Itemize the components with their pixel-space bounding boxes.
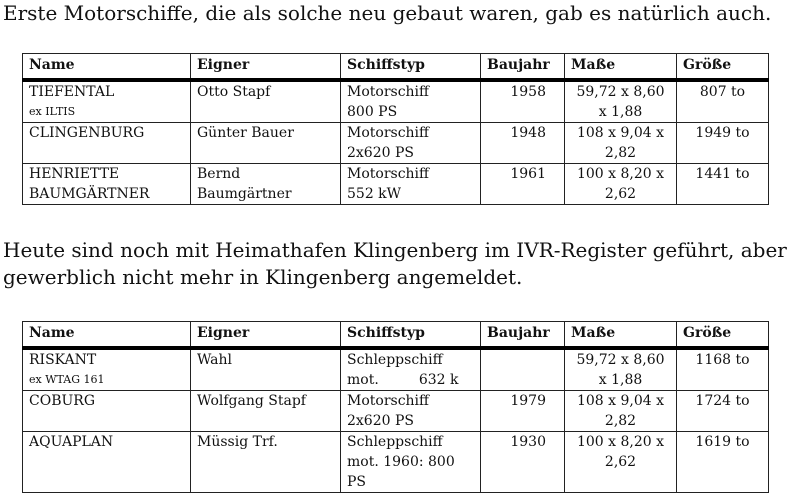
ship-table-1 <box>22 53 769 205</box>
table-row <box>23 164 769 205</box>
second-paragraph-line-2: gewerblich nicht mehr in Klingenberg angemeldet. <box>3 265 523 289</box>
cell-owner: Müssig Trf. <box>191 432 341 493</box>
cell-year: 1930 <box>481 432 565 493</box>
cell-owner: Wolfgang Stapf <box>191 391 341 432</box>
cell-name: AQUAPLAN <box>23 432 191 493</box>
header-type: Schiffstyp <box>341 322 481 349</box>
table-row <box>23 348 769 391</box>
intro-paragraph: Erste Motorschiffe, die als solche neu gebaut waren, gab es natürlich auch. <box>3 1 772 25</box>
cell-owner: Günter Bauer <box>191 123 341 164</box>
header-year: Baujahr <box>481 322 565 349</box>
header-dimensions: Maße <box>565 54 677 81</box>
cell-name: TIEFENTAL ex ILTIS <box>23 80 191 123</box>
cell-dimensions: 108 x 9,04 x 2,82 <box>565 391 677 432</box>
cell-size: 1619 to <box>677 432 769 493</box>
table-row <box>23 432 769 493</box>
header-size: Größe <box>677 322 769 349</box>
cell-name: COBURG <box>23 391 191 432</box>
table-header-row <box>23 322 769 349</box>
cell-size: 1441 to <box>677 164 769 205</box>
cell-type: Schleppschiff mot. 632 k <box>341 348 481 391</box>
cell-name: CLINGENBURG <box>23 123 191 164</box>
table-row <box>23 123 769 164</box>
cell-name: RISKANT ex WTAG 161 <box>23 348 191 391</box>
cell-type: Motorschiff 2x620 PS <box>341 123 481 164</box>
cell-owner: Wahl <box>191 348 341 391</box>
header-type: Schiffstyp <box>341 54 481 81</box>
cell-dimensions: 59,72 x 8,60 x 1,88 <box>565 80 677 123</box>
cell-dimensions: 59,72 x 8,60 x 1,88 <box>565 348 677 391</box>
cell-size: 1168 to <box>677 348 769 391</box>
ship-table-2 <box>22 321 769 493</box>
second-paragraph-line-1: Heute sind noch mit Heimathafen Klingenberg im IVR-Register geführt, aber <box>3 238 787 262</box>
cell-size: 807 to <box>677 80 769 123</box>
header-year: Baujahr <box>481 54 565 81</box>
header-size: Größe <box>677 54 769 81</box>
header-owner: Eigner <box>191 322 341 349</box>
header-name: Name <box>23 322 191 349</box>
cell-dimensions: 108 x 9,04 x 2,82 <box>565 123 677 164</box>
cell-size: 1724 to <box>677 391 769 432</box>
cell-dimensions: 100 x 8,20 x 2,62 <box>565 432 677 493</box>
cell-year <box>481 348 565 391</box>
table-header-row <box>23 54 769 81</box>
second-paragraph <box>3 237 787 291</box>
cell-type: Schleppschiff mot. 1960: 800 PS <box>341 432 481 493</box>
cell-year: 1958 <box>481 80 565 123</box>
cell-owner: Otto Stapf <box>191 80 341 123</box>
table-row <box>23 391 769 432</box>
cell-owner: Bernd Baumgärtner <box>191 164 341 205</box>
cell-type: Motorschiff 2x620 PS <box>341 391 481 432</box>
cell-type: Motorschiff 800 PS <box>341 80 481 123</box>
cell-year: 1948 <box>481 123 565 164</box>
header-owner: Eigner <box>191 54 341 81</box>
cell-size: 1949 to <box>677 123 769 164</box>
header-name: Name <box>23 54 191 81</box>
header-dimensions: Maße <box>565 322 677 349</box>
cell-name: HENRIETTE BAUMGÄRTNER <box>23 164 191 205</box>
cell-dimensions: 100 x 8,20 x 2,62 <box>565 164 677 205</box>
cell-year: 1961 <box>481 164 565 205</box>
table-row <box>23 80 769 123</box>
cell-year: 1979 <box>481 391 565 432</box>
cell-type: Motorschiff 552 kW <box>341 164 481 205</box>
